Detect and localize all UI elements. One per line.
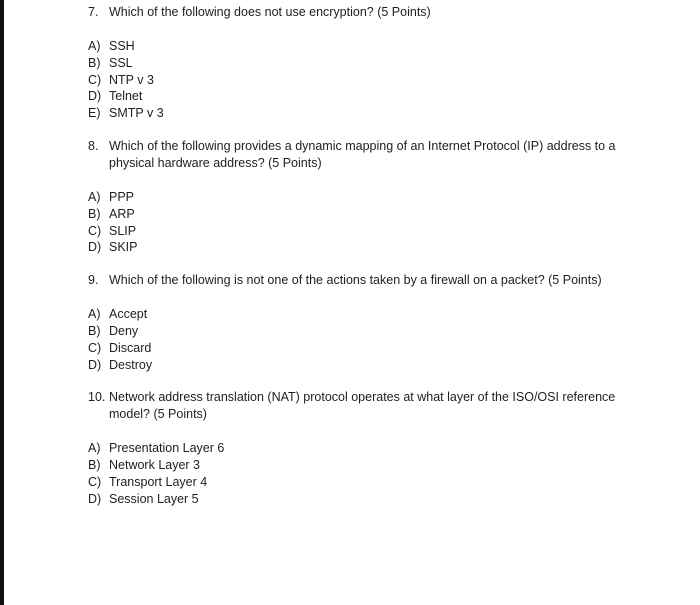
option-letter: B) — [88, 55, 101, 70]
option-b — [88, 457, 648, 474]
option-text: Deny — [109, 323, 139, 338]
question-stem — [88, 4, 648, 21]
option-text: SKIP — [109, 240, 138, 255]
option-c — [88, 223, 648, 240]
option-letter: C) — [88, 223, 102, 238]
option-letter: A) — [88, 39, 101, 53]
option-letter: A) — [88, 441, 101, 456]
option-letter: C) — [88, 474, 102, 489]
option-text: Discard — [109, 340, 152, 355]
option-d — [88, 491, 648, 508]
question-stem — [88, 389, 648, 423]
option-text: NTP v 3 — [109, 72, 154, 87]
option-letter: A) — [88, 307, 101, 322]
option-e — [88, 105, 648, 122]
question-number: 7. — [88, 5, 99, 19]
option-letter: B) — [88, 323, 101, 338]
option-text: Network Layer 3 — [109, 458, 201, 473]
option-text: Telnet — [109, 89, 143, 104]
question-text: Which of the following is not one of the actions taken by a firewall on a packet? (5 Points) — [109, 273, 602, 288]
option-a — [88, 189, 648, 206]
option-letter: B) — [88, 206, 101, 221]
option-list — [88, 189, 648, 256]
question-9 — [88, 272, 648, 373]
question-number: 9. — [88, 273, 99, 288]
option-d — [88, 239, 648, 256]
option-b — [88, 55, 648, 72]
question-7 — [88, 4, 648, 122]
option-a — [88, 440, 648, 457]
option-letter: C) — [88, 72, 102, 87]
option-text: ARP — [109, 206, 135, 221]
option-list — [88, 38, 648, 122]
question-number: 8. — [88, 138, 99, 153]
option-letter: E) — [88, 106, 101, 121]
option-a — [88, 38, 648, 55]
option-letter: B) — [88, 458, 101, 473]
option-list — [88, 306, 648, 373]
option-letter: D) — [88, 89, 102, 104]
option-text: Session Layer 5 — [109, 491, 199, 506]
option-c — [88, 474, 648, 491]
option-letter: D) — [88, 357, 102, 372]
question-text: Which of the following provides a dynamic mapping of an Internet Protocol (IP) address to a physical hardware address? (5 Points) — [109, 138, 616, 170]
option-c — [88, 72, 648, 89]
option-list — [88, 440, 648, 507]
option-b — [88, 323, 648, 340]
left-edge-bar — [0, 0, 4, 605]
question-text: Which of the following does not use encryption? (5 Points) — [109, 5, 431, 19]
option-d — [88, 88, 648, 105]
question-spacer — [88, 373, 648, 389]
question-stem — [88, 272, 648, 289]
option-text: Presentation Layer 6 — [109, 441, 225, 456]
option-b — [88, 206, 648, 223]
option-text: SSH — [109, 39, 135, 53]
option-c — [88, 340, 648, 357]
option-letter: A) — [88, 189, 101, 204]
question-spacer — [88, 122, 648, 138]
option-a — [88, 306, 648, 323]
question-text: Network address translation (NAT) protocol operates at what layer of the ISO/OSI reference model? (5 Points) — [109, 390, 616, 422]
option-letter: D) — [88, 491, 102, 506]
option-text: Transport Layer 4 — [109, 474, 208, 489]
option-text: PPP — [109, 189, 135, 204]
option-letter: D) — [88, 240, 102, 255]
question-stem — [88, 138, 648, 172]
option-text: SSL — [109, 55, 133, 70]
option-text: Destroy — [109, 357, 153, 372]
question-8 — [88, 138, 648, 256]
question-10 — [88, 389, 648, 507]
question-spacer — [88, 256, 648, 272]
option-text: SLIP — [109, 223, 137, 238]
option-text: SMTP v 3 — [109, 106, 164, 121]
option-letter: C) — [88, 340, 102, 355]
option-d — [88, 357, 648, 374]
option-text: Accept — [109, 307, 148, 322]
quiz-document — [88, 4, 648, 508]
question-number: 10. — [88, 390, 106, 405]
